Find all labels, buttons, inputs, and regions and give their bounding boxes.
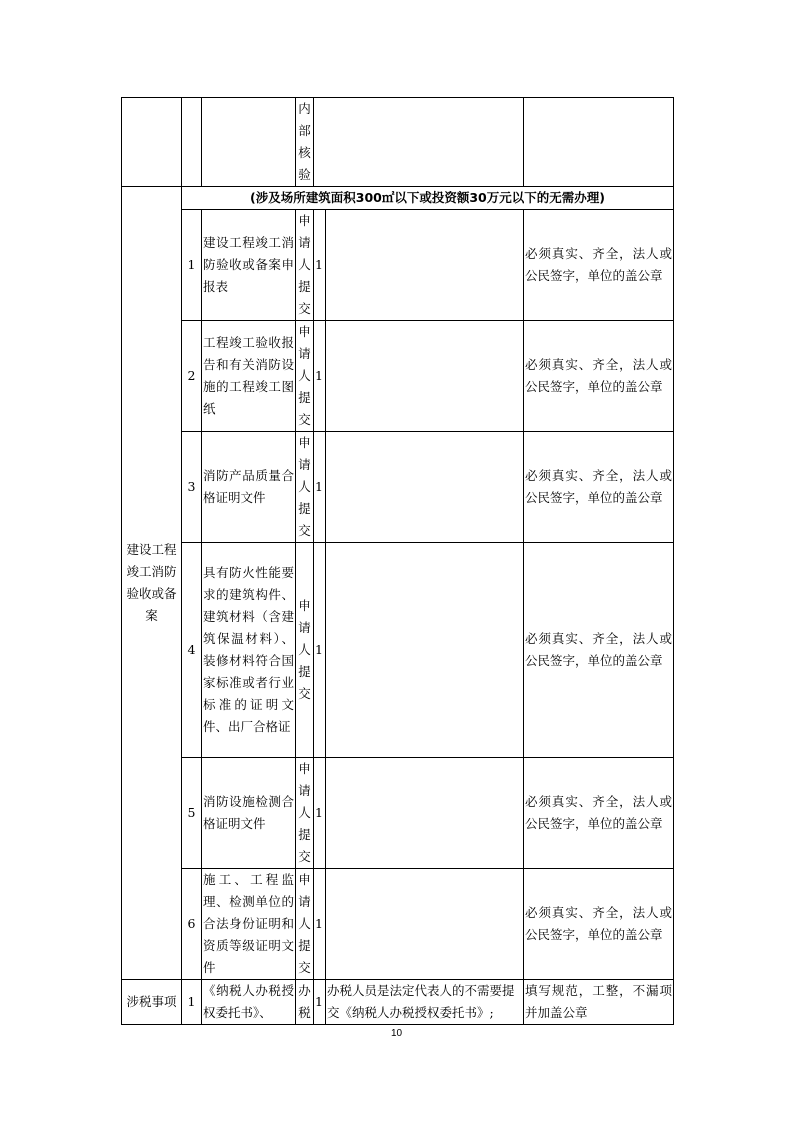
item-number: 1 [182, 980, 202, 1025]
table-row [122, 543, 674, 758]
copy-count: 1 [314, 758, 326, 869]
material-note [326, 543, 524, 758]
materials-table [121, 97, 674, 1025]
copy-count: 1 [314, 543, 326, 758]
material-name: 建设工程竣工消防验收或备案申报表 [202, 210, 296, 321]
number-cell [182, 98, 202, 187]
material-note [326, 869, 524, 980]
category-cell [122, 98, 182, 187]
material-note [326, 432, 524, 543]
page-number: 10 [390, 1028, 403, 1039]
material-source: 申请人提交 [296, 210, 314, 321]
material-requirement: 必须真实、齐全，法人或公民签字，单位的盖公章 [524, 432, 674, 543]
material-name-cell [202, 98, 296, 187]
table-row [122, 432, 674, 543]
table-row [122, 210, 674, 321]
material-source: 申请人提交 [296, 758, 314, 869]
table-row [122, 758, 674, 869]
material-requirement: 必须真实、齐全，法人或公民签字，单位的盖公章 [524, 758, 674, 869]
table-row [122, 869, 674, 980]
copy-count: 1 [314, 321, 326, 432]
item-number: 4 [182, 543, 202, 758]
section-header-row [122, 187, 674, 210]
material-name: 施工、工程监理、检测单位的合法身份证明和资质等级证明文件 [202, 869, 296, 980]
category-cell-fire-acceptance: 建设工程竣工消防验收或备案 [122, 187, 182, 980]
material-note [326, 321, 524, 432]
material-source: 申请人提交 [296, 432, 314, 543]
material-name: 消防设施检测合格证明文件 [202, 758, 296, 869]
source-cell: 内部核验 [296, 98, 314, 187]
material-source: 办税 [296, 980, 314, 1025]
table-row-continuation [122, 98, 674, 187]
item-number: 1 [182, 210, 202, 321]
item-number: 6 [182, 869, 202, 980]
material-note [326, 758, 524, 869]
material-name: 工程竣工验收报告和有关消防设施的工程竣工图纸 [202, 321, 296, 432]
material-requirement: 填写规范，工整，不漏项并加盖公章 [524, 980, 674, 1025]
material-requirement: 必须真实、齐全，法人或公民签字，单位的盖公章 [524, 543, 674, 758]
table-row-tax [122, 980, 674, 1025]
copy-count: 1 [314, 210, 326, 321]
requirement-cell [524, 98, 674, 187]
table-row [122, 321, 674, 432]
item-number: 2 [182, 321, 202, 432]
item-number: 3 [182, 432, 202, 543]
item-number: 5 [182, 758, 202, 869]
material-note: 办税人员是法定代表人的不需要提交《纳税人办税授权委托书》; [326, 980, 524, 1025]
material-requirement: 必须真实、齐全，法人或公民签字，单位的盖公章 [524, 321, 674, 432]
material-name: 消防产品质量合格证明文件 [202, 432, 296, 543]
material-name: 具有防火性能要求的建筑构件、建筑材料（含建筑保温材料）、装修材料符合国家标准或者行业标准的证明文件、出厂合格证 [202, 543, 296, 758]
material-source: 申请人提交 [296, 869, 314, 980]
copy-count: 1 [314, 432, 326, 543]
copy-count: 1 [314, 980, 326, 1025]
section-note: (涉及场所建筑面积300㎡以下或投资额30万元以下的无需办理) [182, 187, 674, 210]
material-source: 申请人提交 [296, 321, 314, 432]
material-note [326, 210, 524, 321]
copy-count: 1 [314, 869, 326, 980]
material-requirement: 必须真实、齐全，法人或公民签字，单位的盖公章 [524, 869, 674, 980]
material-requirement: 必须真实、齐全，法人或公民签字，单位的盖公章 [524, 210, 674, 321]
note-cell [314, 98, 524, 187]
material-name: 《纳税人办税授权委托书》、 [202, 980, 296, 1025]
category-cell-tax: 涉税事项 [122, 980, 182, 1025]
material-source: 申请人提交 [296, 543, 314, 758]
